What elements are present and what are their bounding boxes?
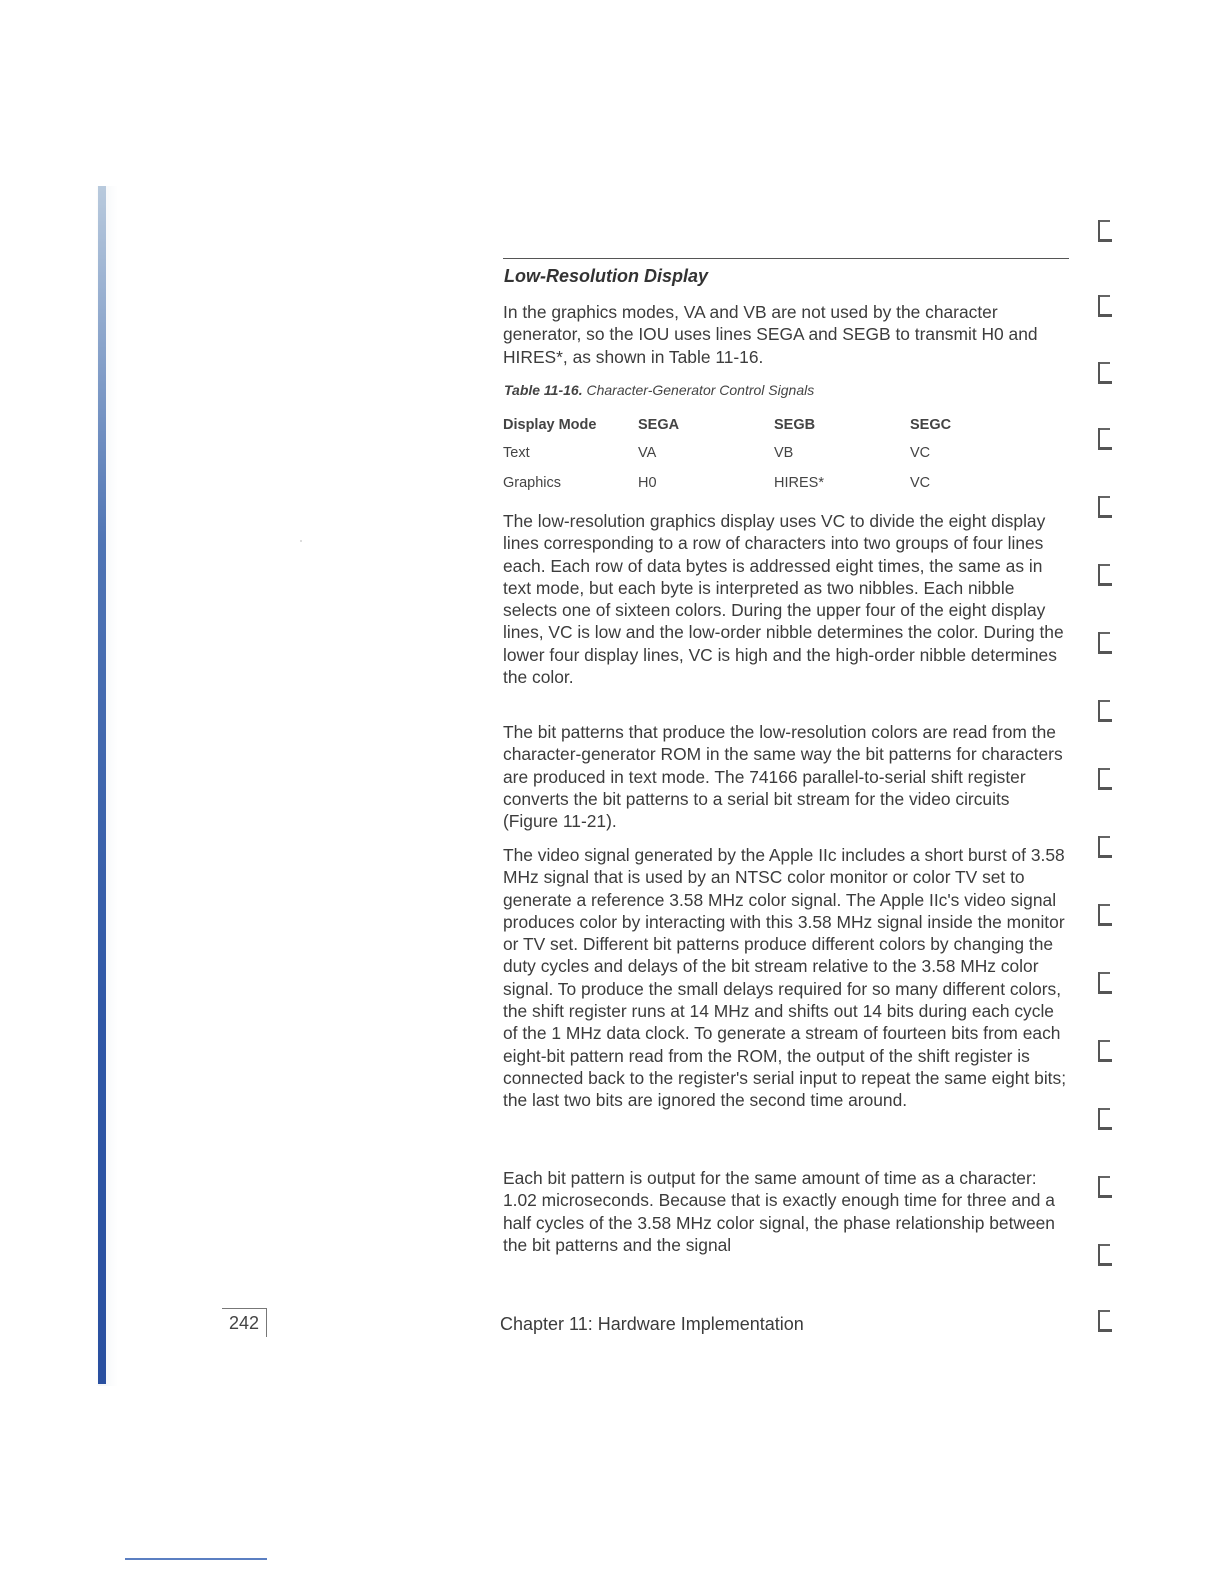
scan-speck (300, 540, 302, 542)
footer-chapter-title: Chapter 11: Hardware Implementation (500, 1314, 804, 1334)
chapter-tab-mark (1098, 428, 1112, 450)
table-header-cell: SEGC (910, 417, 952, 433)
body-paragraph: Each bit pattern is output for the same amount of time as a character: 1.02 microseconds. Because that is exactly enough time for three and a half cycles of the 3.58 MHz color signal, the phase relationship between the bit patterns and the signal (503, 1168, 1055, 1255)
chapter-tab-mark (1098, 836, 1112, 858)
table-caption-label: Table 11-16. (504, 382, 583, 398)
table-cell: H0 (638, 475, 657, 491)
chapter-tab-mark (1098, 1310, 1112, 1332)
chapter-tab-mark (1098, 1108, 1112, 1130)
body-paragraph: The bit patterns that produce the low-resolution colors are read from the character-generator ROM in the same way the bit patterns for characters are produced in text mode. The 74166 parallel-to-serial shift register converts the bit patterns to a serial bit stream for the video circuits (Figure 11-21). (503, 722, 1063, 832)
page-number: 242 (222, 1308, 267, 1337)
chapter-tab-mark (1098, 768, 1112, 790)
table-caption-text: Character-Generator Control Signals (586, 382, 815, 398)
body-paragraph: The low-resolution graphics display uses VC to divide the eight display lines corresponding to a row of characters into two groups of four lines each. Each row of data bytes is addressed eight times, the same as in text mode, but each byte is interpreted as two nibbles. Each nibble selects one of sixteen colors. During the upper four of the eight display lines, VC is low and the low-order nibble determines the color. During the lower four display lines, VC is high and the high-order nibble determines the color. (503, 511, 1064, 688)
table-cell: VC (910, 475, 931, 491)
table-cell: VC (910, 445, 931, 461)
table-caption (504, 382, 814, 398)
chapter-tab-mark (1098, 1176, 1112, 1198)
section-title: Low-Resolution Display (504, 266, 709, 286)
table-header-cell: SEGA (638, 417, 680, 433)
table-cell: VB (774, 445, 794, 461)
table-cell: VA (638, 445, 657, 461)
body-paragraph: The video signal generated by the Apple IIc includes a short burst of 3.58 MHz signal that is used by an NTSC color monitor or color TV set to generate a reference 3.58 MHz color signal. The Apple IIc's video signal produces color by interacting with this 3.58 MHz signal inside the monitor or TV set. Different bit patterns produce different colors by changing the duty cycles and delays of the bit stream relative to the 3.58 MHz color signal. To produce the small delays required for so many different colors, the shift register runs at 14 MHz and shifts out 14 bits during each cycle of the 1 MHz data clock. To generate a stream of fourteen bits from each eight-bit pattern read from the ROM, the output of the shift register is connected back to the register's serial input to repeat the same eight bits; the last two bits are ignored the second time around. (503, 845, 1067, 1111)
table-row (503, 468, 1030, 498)
chapter-tab-mark (1098, 700, 1112, 722)
chapter-tab-mark (1098, 972, 1112, 994)
chapter-tab-mark (1098, 496, 1112, 518)
chapter-tab-mark (1098, 564, 1112, 586)
table-row (503, 438, 1030, 468)
table-cell: Text (503, 445, 530, 461)
chapter-tab-strip (1090, 200, 1124, 1350)
control-signals-table (503, 412, 1030, 498)
table-header-row (503, 412, 1030, 438)
chapter-tab-mark (1098, 1040, 1112, 1062)
chapter-tab-mark (1098, 1244, 1112, 1266)
binding-stripe (98, 186, 106, 1384)
chapter-tab-mark (1098, 362, 1112, 384)
chapter-tab-mark (1098, 632, 1112, 654)
chapter-tab-mark (1098, 295, 1112, 317)
section-top-rule (503, 258, 1069, 259)
chapter-tab-mark (1098, 904, 1112, 926)
chapter-tab-mark (1098, 220, 1112, 242)
intro-paragraph: In the graphics modes, VA and VB are not used by the character generator, so the IOU uses lines SEGA and SEGB to transmit H0 and HIRES*, as shown in Table 11-16. (503, 302, 1038, 367)
table-cell: Graphics (503, 475, 562, 491)
table-header-cell: SEGB (774, 417, 816, 433)
table-header-cell: Display Mode (503, 417, 597, 433)
table-cell: HIRES* (774, 475, 824, 491)
bottom-rule (125, 1558, 267, 1560)
